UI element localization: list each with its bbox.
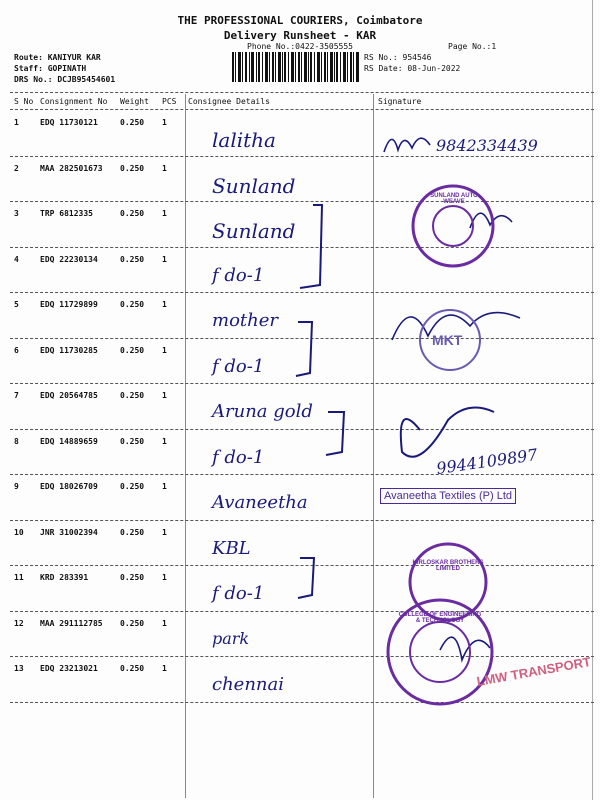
row-divider [10, 565, 594, 566]
row-sno: 4 [14, 254, 19, 264]
row-sno: 5 [14, 300, 19, 309]
mkt-stamp-text: MKT [432, 332, 463, 348]
signature-column-divider [373, 94, 374, 798]
bracket-aruna [326, 412, 344, 455]
row-pcs: 1 [162, 664, 167, 673]
col-signature: Signature [378, 97, 422, 106]
row-consignee-handwritten: KBL [212, 537, 251, 559]
signature-row1 [384, 138, 430, 152]
route-label: Route: KANIYUR KAR [14, 53, 101, 62]
row-weight: 0.250 [120, 391, 145, 400]
row-consignee-handwritten: mother [212, 310, 278, 331]
row-weight: 0.250 [120, 300, 145, 309]
rs-number: RS No.: 954546 [364, 53, 432, 62]
row-divider [10, 156, 594, 157]
row-consignee-handwritten: Sunland [212, 173, 296, 198]
col-consignment: Consignment No [40, 97, 108, 106]
row-consignee-handwritten: f do-1 [212, 583, 265, 604]
row-consignment: TRP 6812335 [40, 209, 93, 218]
signature-row3 [470, 213, 512, 228]
col-pcs: PCS [162, 97, 177, 106]
row-sno: 6 [14, 345, 19, 355]
row-consignee-handwritten: f do-1 [212, 355, 265, 377]
row-consignment: MAA 282501673 [40, 163, 103, 173]
row-pcs: 1 [162, 527, 167, 537]
row-sno: 2 [14, 163, 19, 173]
row-consignment: KRD 283391 [40, 573, 89, 582]
barcode-image [232, 52, 360, 82]
sunland-stamp-text: SUNLAND AUTO WEAVE [430, 193, 478, 205]
row-consignee-handwritten: f do-1 [212, 446, 265, 468]
row-consignee-handwritten: Avaneetha [212, 492, 308, 513]
row-sno: 12 [14, 618, 24, 628]
page-edge-line [592, 0, 593, 800]
row-weight: 0.250 [120, 345, 145, 355]
row-weight: 0.250 [120, 527, 145, 537]
row-pcs: 1 [162, 391, 167, 400]
kbl-stamp-ring [410, 544, 486, 620]
page-number: Page No.:1 [448, 42, 497, 51]
row-divider [10, 383, 594, 384]
rs-date: RS Date: 08-Jun-2022 [364, 64, 461, 73]
phone-number: Phone No.:0422-3505555 [247, 42, 353, 51]
row-sno: 8 [14, 436, 19, 446]
row-consignment: EDQ 11730285 [40, 345, 98, 355]
row-divider [10, 474, 594, 475]
phone-handwritten-2: 9944109897 [435, 445, 539, 478]
row-sno: 1 [14, 118, 19, 127]
company-title: THE PROFESSIONAL COURIERS, Coimbatore [177, 14, 423, 27]
row-weight: 0.250 [120, 573, 145, 582]
row-pcs: 1 [162, 436, 167, 446]
row-weight: 0.250 [120, 163, 145, 173]
signature-row7 [401, 408, 494, 457]
bracket-kbl [298, 558, 314, 598]
header-bottom-rule [10, 109, 594, 110]
row-consignment: EDQ 14889659 [40, 436, 98, 446]
row-consignment: MAA 291112785 [40, 618, 103, 628]
staff-label: Staff: GOPINATH [14, 64, 87, 73]
college-stamp-inner [410, 622, 470, 682]
row-sno: 3 [14, 209, 19, 218]
row-weight: 0.250 [120, 618, 145, 628]
row-sno: 11 [14, 573, 24, 582]
row-pcs: 1 [162, 482, 167, 491]
row-divider [10, 656, 594, 657]
row-consignee-handwritten: chennai [212, 674, 284, 695]
row-consignee-handwritten: f do-1 [212, 264, 265, 286]
row-divider [10, 201, 594, 202]
row-consignee-handwritten: park [212, 628, 250, 648]
college-stamp-text: COLLEGE OF ENGINEERING & TECHNOLOGY [398, 612, 482, 624]
row-divider [10, 429, 594, 430]
row-divider [10, 702, 594, 703]
row-consignee-handwritten: lalitha [212, 128, 276, 152]
row-consignment: EDQ 11730121 [40, 118, 98, 127]
row-weight: 0.250 [120, 254, 145, 264]
row-consignment: EDQ 20564785 [40, 391, 98, 400]
header-top-rule [10, 92, 594, 93]
row-consignment: EDQ 22230134 [40, 254, 98, 264]
phone-handwritten-1: 9842334439 [436, 136, 538, 155]
drs-number: DRS No.: DCJB95454601 [14, 75, 116, 84]
row-consignment: EDQ 18026709 [40, 482, 98, 491]
row-sno: 13 [14, 664, 24, 673]
col-consignee: Consignee Details [188, 97, 270, 106]
transport-stamp: LMW TRANSPORT [475, 654, 592, 689]
row-sno: 10 [14, 527, 24, 537]
row-pcs: 1 [162, 618, 167, 628]
row-sno: 9 [14, 482, 19, 491]
row-weight: 0.250 [120, 482, 145, 491]
row-weight: 0.250 [120, 436, 145, 446]
row-pcs: 1 [162, 300, 167, 309]
col-weight: Weight [120, 97, 149, 106]
row-consignment: EDQ 11729899 [40, 300, 98, 309]
row-pcs: 1 [162, 163, 167, 173]
row-divider [10, 520, 594, 521]
bracket-mother [296, 322, 312, 376]
row-divider [10, 292, 594, 293]
sunland-stamp-inner [433, 206, 473, 246]
row-weight: 0.250 [120, 118, 145, 127]
row-consignee-handwritten: Aruna gold [212, 401, 313, 422]
row-pcs: 1 [162, 118, 167, 127]
row-pcs: 1 [162, 209, 167, 218]
row-weight: 0.250 [120, 664, 145, 673]
row-weight: 0.250 [120, 209, 145, 218]
row-divider [10, 611, 594, 612]
col-sno: S No [14, 97, 34, 106]
row-sno: 7 [14, 391, 19, 400]
row-pcs: 1 [162, 254, 167, 264]
runsheet-title: Delivery Runsheet - KAR [223, 29, 377, 42]
kbl-stamp-text: KIRLOSKAR BROTHERS LIMITED [412, 560, 484, 572]
row-pcs: 1 [162, 345, 167, 355]
row-consignment: JNR 31002394 [40, 527, 98, 537]
row-divider [10, 338, 594, 339]
consignee-column-divider [185, 94, 186, 798]
row-consignment: EDQ 23213021 [40, 664, 98, 673]
avaneetha-stamp: Avaneetha Textiles (P) Ltd [380, 488, 516, 504]
row-consignee-handwritten: Sunland [212, 219, 296, 243]
row-divider [10, 247, 594, 248]
row-pcs: 1 [162, 573, 167, 582]
